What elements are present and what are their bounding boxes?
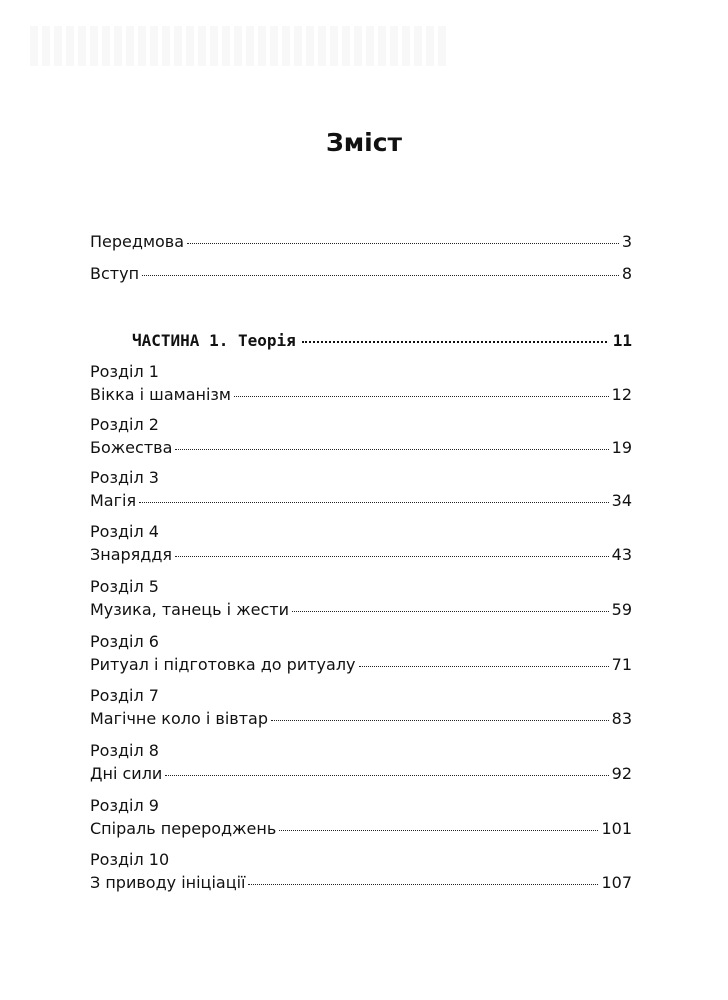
section-heading: Розділ 9 [90,796,159,815]
toc-entry-page: 12 [611,385,632,404]
toc-entry-page: 19 [611,438,632,457]
toc-entry-page: 107 [601,873,632,892]
dot-leader [139,502,609,503]
dot-leader [175,449,608,450]
dot-leader [292,611,609,612]
dot-leader [234,396,609,397]
toc-entry [90,655,632,675]
dot-leader [279,830,598,831]
dot-leader [142,275,619,276]
section-heading: Розділ 8 [90,741,159,760]
toc-entry-label: Дні сили [90,764,163,783]
dot-leader [187,243,619,244]
toc-entry-label: Музика, танець і жести [90,600,289,619]
section-heading: Розділ 4 [90,522,159,541]
toc-entry-page: 71 [611,655,632,674]
toc-part-label: ЧАСТИНА 1. Теорія [132,331,296,350]
section-heading: Розділ 7 [90,686,159,705]
toc-entry-foreword [90,232,632,252]
section-heading: Розділ 10 [90,850,170,869]
dot-leader [248,884,598,885]
dot-leader [165,775,608,776]
toc-part-page: 11 [612,331,632,350]
toc-entry-page: 8 [621,264,632,283]
toc-entry-label: Спіраль перероджень [90,819,277,838]
toc-entry-label: З приводу ініціації [90,873,246,892]
toc-entry-page: 83 [611,709,632,728]
toc-entry-label: Вікка і шаманізм [90,385,231,404]
toc-entry-introduction [90,264,632,284]
toc-entry-page: 43 [611,545,632,564]
toc-entry-label: Вступ [90,264,140,283]
bleed-through-texture [30,26,450,66]
toc-entry-label: Божества [90,438,173,457]
toc-entry-label: Передмова [90,232,185,251]
dot-leader [302,341,607,343]
toc-entry [90,491,632,511]
toc-entry [90,438,632,458]
toc-entry-page: 92 [611,764,632,783]
section-heading: Розділ 1 [90,362,159,381]
toc-entry-page: 101 [601,819,632,838]
toc-entry [90,545,632,565]
page-title: Зміст [325,128,403,157]
dot-leader [175,556,609,557]
toc-entry-page: 59 [611,600,632,619]
section-heading: Розділ 6 [90,632,159,651]
section-heading: Розділ 2 [90,415,159,434]
toc-entry-page: 34 [611,491,632,510]
toc-entry-label: Ритуал і підготовка до ритуалу [90,655,356,674]
toc-entry [90,819,632,839]
toc-entry [90,709,632,729]
toc-entry [90,600,632,620]
toc-entry-label: Магічне коло і вівтар [90,709,268,728]
toc-entry [90,873,632,893]
toc-entry [90,764,632,784]
dot-leader [271,720,609,721]
toc-entry [90,385,632,405]
section-heading: Розділ 3 [90,468,159,487]
section-heading: Розділ 5 [90,577,159,596]
toc-entry-label: Знаряддя [90,545,173,564]
dot-leader [359,666,609,667]
toc-entry-label: Магія [90,491,137,510]
toc-entry-page: 3 [621,232,632,251]
toc-part-heading [132,331,632,351]
